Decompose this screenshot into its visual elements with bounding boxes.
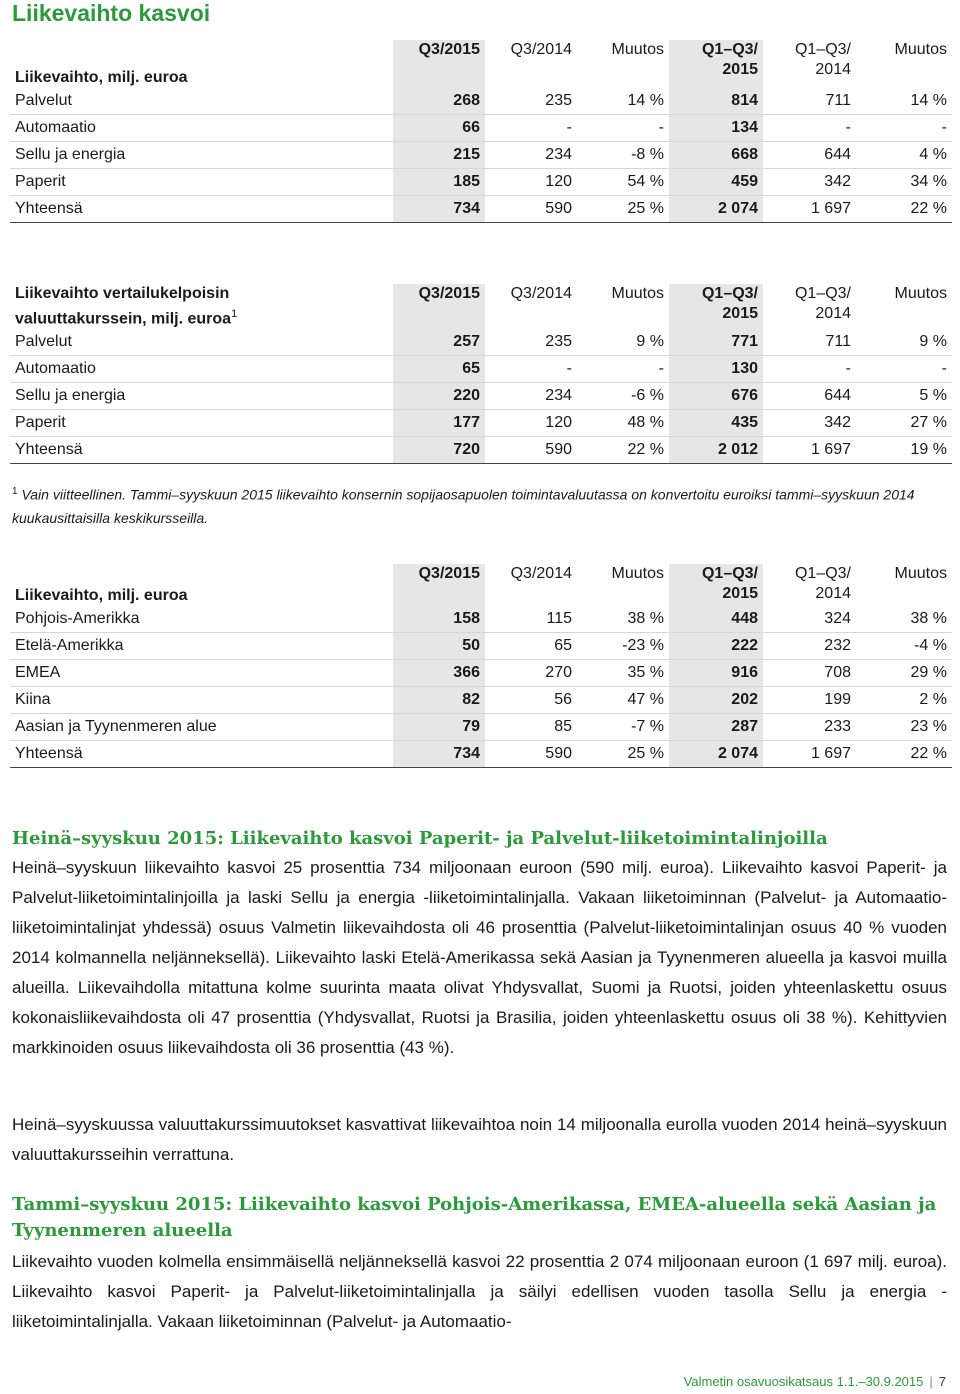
column-header-line1: Q3/2015 xyxy=(418,285,480,302)
column-header-line1: Muutos xyxy=(894,285,947,302)
table-cell: 9 % xyxy=(856,329,952,356)
table-cell: 590 xyxy=(485,437,577,464)
table-cell: - xyxy=(763,115,856,142)
table-cell: 66 xyxy=(393,115,485,142)
column-header xyxy=(856,40,952,88)
paragraph: Heinä–syyskuun liikevaihto kasvoi 25 prosenttia 734 miljoonaan euroon (590 milj. euroa). Liikevaihto kasvoi Paperit- ja Palvelut-liiketoimintalinjoilla ja laski Sellu ja energia -liiketoimintalinjalla. Vakaan liiketoiminnan (Palvelut- ja Automaatio-liiketoimintalinjat yhdessä) osuus Valmetin liikevaihdosta oli 46 prosenttia (Palvelut-liiketoimintalinjan osuus 40 % vuoden 2014 kolmannella neljänneksellä). Liikevaihto laski Etelä-Amerikassa sekä Aasian ja Tyynenmeren alueella ja kasvoi muilla alueilla. Liikevaihdolla mitattuna kolme suurinta maata olivat Yhdysvallat, Suomi ja Ruotsi, joiden yhteenlaskettu osuus kokonaisliikevaihdosta oli 47 prosenttia (Yhdysvallat, Ruotsi ja Brasilia, joiden yhteenlaskettu osuus oli 38 %). Kehittyvien markkinoiden osuus liikevaihdosta oli 36 prosenttia (43 %). xyxy=(12,858,947,1057)
table-cell: 2 012 xyxy=(669,437,763,464)
row-label: Etelä-Amerikka xyxy=(10,633,393,660)
row-label: Yhteensä xyxy=(10,196,393,223)
column-header-line1: Q3/2015 xyxy=(418,41,480,58)
column-header-line1: Q3/2014 xyxy=(510,41,572,58)
row-label: Yhteensä xyxy=(10,741,393,768)
table-cell: 235 xyxy=(485,88,577,115)
column-header-line1: Muutos xyxy=(611,285,664,302)
column-header-line1: Q1–Q3/ xyxy=(794,41,851,58)
table-cell: 2 074 xyxy=(669,196,763,223)
table-cell: - xyxy=(763,356,856,383)
table-cell: -7 % xyxy=(577,714,669,741)
table-cell: 56 xyxy=(485,687,577,714)
table-cell: 1 697 xyxy=(763,741,856,768)
paragraph: Liikevaihto vuoden kolmella ensimmäisellä neljänneksellä kasvoi 22 prosenttia 2 074 miljoonaan euroon (1 697 milj. euroa). Liikevaihto kasvoi Paperit- ja Palvelut-liiketoimintalinjalla ja säilyi edellisen vuoden tasolla Sellu ja energia -liiketoimintalinjalla. Vakaan liiketoiminnan (Palvelut- ja Automaatio- xyxy=(12,1252,947,1331)
table-cell: 50 xyxy=(393,633,485,660)
table-cell: 115 xyxy=(485,606,577,633)
row-label: Palvelut xyxy=(10,88,393,115)
table-label-line1: Liikevaihto vertailukelpoisin xyxy=(15,285,230,302)
table-cell: 324 xyxy=(763,606,856,633)
footer-text: Valmetin osavuosikatsaus 1.1.–30.9.2015 xyxy=(683,1374,924,1389)
column-header xyxy=(393,40,485,88)
column-header-line2: 2014 xyxy=(815,61,851,78)
table-row xyxy=(10,115,952,142)
table-cell: 22 % xyxy=(577,437,669,464)
table-cell: 22 % xyxy=(856,741,952,768)
row-label: Automaatio xyxy=(10,356,393,383)
table-row xyxy=(10,196,952,223)
table-cell: -8 % xyxy=(577,142,669,169)
column-header xyxy=(485,284,577,329)
column-header-line1: Q3/2014 xyxy=(510,565,572,582)
column-header-line1: Q3/2015 xyxy=(418,565,480,582)
table-label xyxy=(10,284,393,329)
table-cell: 85 xyxy=(485,714,577,741)
table-cell: 734 xyxy=(393,741,485,768)
paragraph: Heinä–syyskuussa valuuttakurssimuutokset kasvattivat liikevaihtoa noin 14 miljoonalla eurolla vuoden 2014 heinä–syyskuun valuuttakursseihin verrattuna. xyxy=(12,1115,947,1164)
table-cell: -6 % xyxy=(577,383,669,410)
column-header-line2: 2015 xyxy=(722,61,758,78)
table-cell: 232 xyxy=(763,633,856,660)
table-cell: 120 xyxy=(485,410,577,437)
column-header-line1: Muutos xyxy=(894,41,947,58)
table-cell: - xyxy=(577,115,669,142)
row-label: Aasian ja Tyynenmeren alue xyxy=(10,714,393,741)
table-row xyxy=(10,356,952,383)
table-cell: 734 xyxy=(393,196,485,223)
table-cell: - xyxy=(485,115,577,142)
row-label: Paperit xyxy=(10,410,393,437)
table-cell: 233 xyxy=(763,714,856,741)
table-cell: 771 xyxy=(669,329,763,356)
table-cell: 202 xyxy=(669,687,763,714)
table-cell: 25 % xyxy=(577,196,669,223)
table-cell: 342 xyxy=(763,169,856,196)
table-cell: 235 xyxy=(485,329,577,356)
table-cell: 916 xyxy=(669,660,763,687)
table-cell: -23 % xyxy=(577,633,669,660)
table-cell: 25 % xyxy=(577,741,669,768)
table-cell: 27 % xyxy=(856,410,952,437)
revenue-table-business-lines xyxy=(10,40,952,223)
row-label: Paperit xyxy=(10,169,393,196)
row-label: Automaatio xyxy=(10,115,393,142)
section-heading-q1-q3: Tammi–syyskuu 2015: Liikevaihto kasvoi Pohjois-Amerikassa, EMEA-alueella sekä Aasian ja Tyynenmeren alueella xyxy=(12,1194,937,1241)
table-cell: 720 xyxy=(393,437,485,464)
row-label: Yhteensä xyxy=(10,437,393,464)
column-header xyxy=(856,564,952,606)
table-cell: 708 xyxy=(763,660,856,687)
page-title: Liikevaihto kasvoi xyxy=(12,0,211,26)
table-cell: 287 xyxy=(669,714,763,741)
table-cell: 19 % xyxy=(856,437,952,464)
column-header xyxy=(763,284,856,329)
page-number: 7 xyxy=(938,1374,946,1389)
table-label: Liikevaihto, milj. euroa xyxy=(15,587,188,604)
column-header-line1: Q1–Q3/ xyxy=(701,41,758,58)
column-header-line1: Muutos xyxy=(611,565,664,582)
table-cell: 676 xyxy=(669,383,763,410)
column-header xyxy=(577,564,669,606)
column-header-line2: 2014 xyxy=(815,305,851,322)
footnote-marker: 1 xyxy=(231,308,238,320)
footnote-marker: 1 xyxy=(12,486,18,497)
footnote-text: Vain viitteellinen. Tammi–syyskuun 2015 liikevaihto konsernin sopijaosapuolen toimintavaluutassa on konvertoitu euroiksi tammi–syyskuun 2014 kuukausittaisilla keskikursseilla. xyxy=(12,486,915,526)
column-header xyxy=(393,284,485,329)
table-cell: - xyxy=(577,356,669,383)
table-cell: 29 % xyxy=(856,660,952,687)
table-cell: 65 xyxy=(485,633,577,660)
table-cell: - xyxy=(485,356,577,383)
table-cell: 270 xyxy=(485,660,577,687)
table-cell: 448 xyxy=(669,606,763,633)
table-row xyxy=(10,660,952,687)
table-cell: 644 xyxy=(763,383,856,410)
table-cell: 257 xyxy=(393,329,485,356)
table-cell: 9 % xyxy=(577,329,669,356)
table-cell: 14 % xyxy=(577,88,669,115)
column-header xyxy=(393,564,485,606)
column-header xyxy=(577,284,669,329)
table-cell: 79 xyxy=(393,714,485,741)
row-label: Sellu ja energia xyxy=(10,383,393,410)
table-cell: 134 xyxy=(669,115,763,142)
table-label-line2: valuuttakurssein, milj. euroa xyxy=(15,310,232,328)
table-cell: 234 xyxy=(485,142,577,169)
table-cell: 47 % xyxy=(577,687,669,714)
table-row xyxy=(10,410,952,437)
table-row xyxy=(10,741,952,768)
column-header xyxy=(669,284,763,329)
row-label: Sellu ja energia xyxy=(10,142,393,169)
table-cell: 342 xyxy=(763,410,856,437)
column-header xyxy=(485,564,577,606)
table-cell: 34 % xyxy=(856,169,952,196)
table-cell: 48 % xyxy=(577,410,669,437)
table-cell: 158 xyxy=(393,606,485,633)
column-header-line2: 2015 xyxy=(722,585,758,602)
table-cell: 5 % xyxy=(856,383,952,410)
table-cell: 644 xyxy=(763,142,856,169)
table-cell: 590 xyxy=(485,741,577,768)
table-cell: - xyxy=(856,115,952,142)
table-cell: 199 xyxy=(763,687,856,714)
column-header-line1: Q1–Q3/ xyxy=(701,285,758,302)
table-cell: 38 % xyxy=(577,606,669,633)
page-footer xyxy=(684,1374,946,1389)
table-cell: 4 % xyxy=(856,142,952,169)
column-header-line1: Muutos xyxy=(894,565,947,582)
row-label: Kiina xyxy=(10,687,393,714)
table-cell: 268 xyxy=(393,88,485,115)
table-cell: 177 xyxy=(393,410,485,437)
table-row xyxy=(10,88,952,115)
table-cell: 814 xyxy=(669,88,763,115)
column-header-line1: Q1–Q3/ xyxy=(794,565,851,582)
table-row xyxy=(10,169,952,196)
table-row xyxy=(10,633,952,660)
table-cell: 130 xyxy=(669,356,763,383)
column-header xyxy=(856,284,952,329)
table-cell: 220 xyxy=(393,383,485,410)
table-cell: 2 074 xyxy=(669,741,763,768)
table-cell: 590 xyxy=(485,196,577,223)
footer-separator: | xyxy=(929,1374,933,1389)
column-header xyxy=(669,40,763,88)
row-label: Palvelut xyxy=(10,329,393,356)
table-row xyxy=(10,437,952,464)
table-cell: 234 xyxy=(485,383,577,410)
column-header-line1: Q1–Q3/ xyxy=(701,565,758,582)
footnote xyxy=(12,480,947,530)
column-header-line1: Muutos xyxy=(611,41,664,58)
table-cell: 14 % xyxy=(856,88,952,115)
table-row xyxy=(10,329,952,356)
column-header xyxy=(669,564,763,606)
table-cell: 1 697 xyxy=(763,196,856,223)
column-header xyxy=(763,564,856,606)
row-label: Pohjois-Amerikka xyxy=(10,606,393,633)
table-cell: 23 % xyxy=(856,714,952,741)
table-cell: 22 % xyxy=(856,196,952,223)
table-cell: 1 697 xyxy=(763,437,856,464)
column-header-line1: Q3/2014 xyxy=(510,285,572,302)
table-cell: 185 xyxy=(393,169,485,196)
column-header xyxy=(763,40,856,88)
table-row xyxy=(10,606,952,633)
table-cell: 35 % xyxy=(577,660,669,687)
table-cell: 38 % xyxy=(856,606,952,633)
column-header xyxy=(577,40,669,88)
table-cell: -4 % xyxy=(856,633,952,660)
table-row xyxy=(10,687,952,714)
table-cell: 668 xyxy=(669,142,763,169)
table-cell: 222 xyxy=(669,633,763,660)
table-cell: 215 xyxy=(393,142,485,169)
column-header-line2: 2014 xyxy=(815,585,851,602)
table-row xyxy=(10,142,952,169)
column-header-line1: Q1–Q3/ xyxy=(794,285,851,302)
table-cell: 82 xyxy=(393,687,485,714)
section-heading-q3: Heinä–syyskuu 2015: Liikevaihto kasvoi Paperit- ja Palvelut-liiketoimintalinjoilla xyxy=(12,828,828,849)
revenue-table-regions xyxy=(10,564,952,768)
column-header xyxy=(485,40,577,88)
row-label: EMEA xyxy=(10,660,393,687)
table-cell: 65 xyxy=(393,356,485,383)
table-cell: 459 xyxy=(669,169,763,196)
table-cell: 120 xyxy=(485,169,577,196)
table-label: Liikevaihto, milj. euroa xyxy=(15,69,188,86)
table-row xyxy=(10,714,952,741)
column-header-line2: 2015 xyxy=(722,305,758,322)
revenue-table-comparable-currency xyxy=(10,284,952,464)
table-cell: 711 xyxy=(763,329,856,356)
table-cell: 711 xyxy=(763,88,856,115)
table-cell: - xyxy=(856,356,952,383)
table-row xyxy=(10,383,952,410)
table-cell: 366 xyxy=(393,660,485,687)
table-cell: 2 % xyxy=(856,687,952,714)
table-cell: 54 % xyxy=(577,169,669,196)
table-cell: 435 xyxy=(669,410,763,437)
